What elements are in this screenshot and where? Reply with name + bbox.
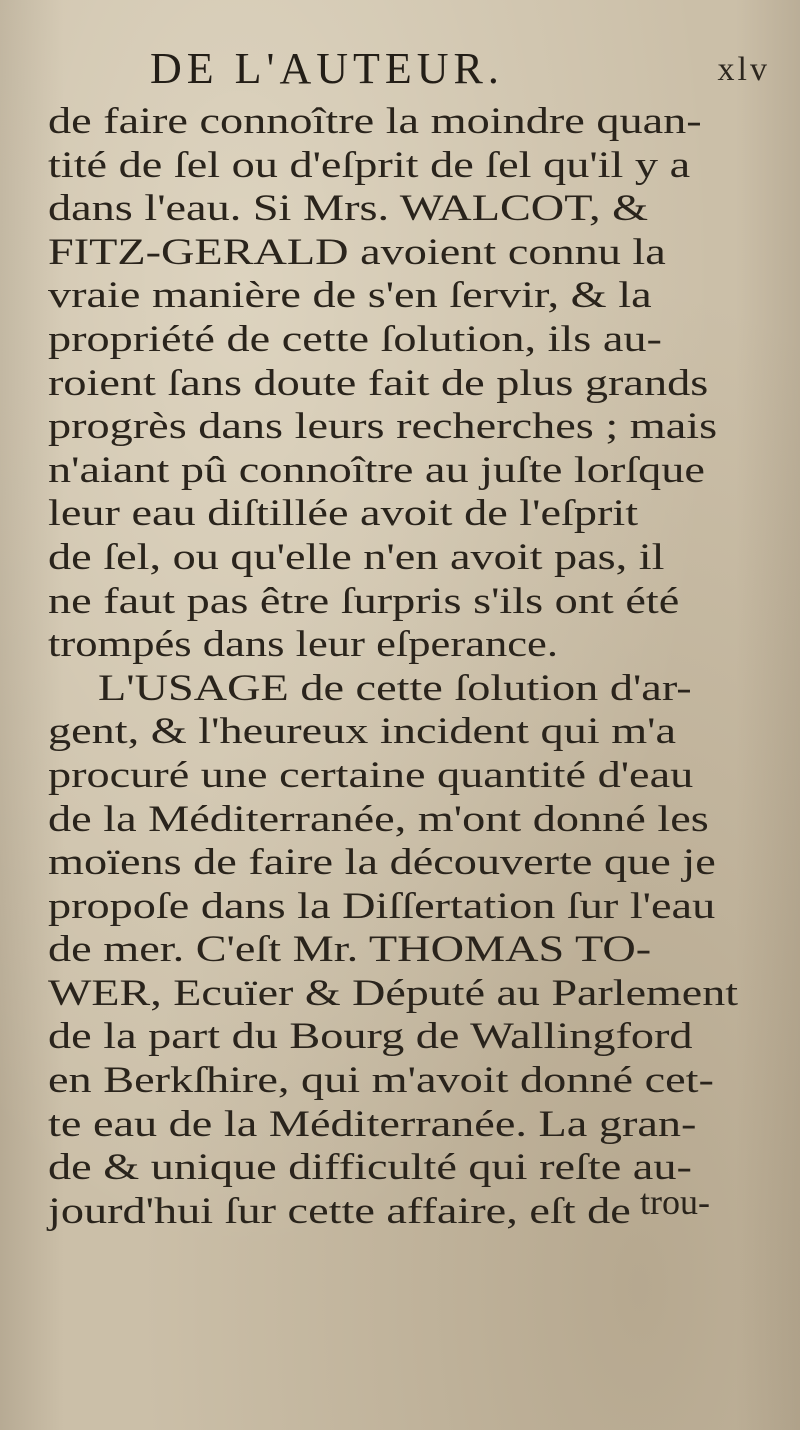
text-line bbox=[20, 1059, 780, 1103]
page-number: xlv bbox=[717, 51, 770, 88]
text-line-content: trompés dans leur eſperance. bbox=[48, 624, 558, 666]
text-line bbox=[20, 318, 780, 362]
text-line bbox=[20, 100, 780, 144]
text-line bbox=[20, 144, 780, 188]
text-line-content: propriété de cette ſolution, ils au- bbox=[48, 318, 662, 360]
text-line-content: de mer. C'eſt Mr. THOMAS TO- bbox=[48, 929, 652, 971]
text-line-content: vraie manière de s'en ſervir, & la bbox=[48, 275, 652, 317]
text-line-content: roient ſans doute fait de plus grands bbox=[48, 362, 709, 404]
text-line bbox=[20, 492, 780, 536]
text-line-content: de ſel, ou qu'elle n'en avoit pas, il bbox=[48, 536, 665, 578]
text-line bbox=[20, 187, 780, 231]
catchword: trou- bbox=[640, 1182, 710, 1222]
body-text bbox=[20, 100, 780, 1233]
text-line-content: WER, Ecuïer & Député au Parlement bbox=[48, 972, 739, 1014]
text-line-content: n'aiant pû connoître au juſte lorſque bbox=[48, 449, 705, 491]
text-line-content: en Berkſhire, qui m'avoit donné cet- bbox=[48, 1060, 714, 1102]
text-line bbox=[20, 449, 780, 493]
text-line bbox=[20, 231, 780, 275]
text-line-content: progrès dans leurs recherches ; mais bbox=[48, 406, 718, 448]
running-title: DE L'AUTEUR. bbox=[150, 44, 504, 93]
text-line bbox=[20, 405, 780, 449]
text-line bbox=[20, 1103, 780, 1147]
text-line bbox=[20, 580, 780, 624]
text-line bbox=[20, 536, 780, 580]
text-line-content: L'USAGE de cette ſolution d'ar- bbox=[98, 667, 692, 709]
text-line bbox=[20, 928, 780, 972]
text-line-content: de faire connoître la moindre quan- bbox=[48, 101, 702, 142]
text-line-content: de la part du Bourg de Wallingford bbox=[48, 1016, 693, 1058]
text-line-content: dans l'eau. Si Mrs. WALCOT, & bbox=[48, 188, 649, 230]
text-line-content: FITZ-GERALD avoient connu la bbox=[48, 231, 666, 273]
text-line bbox=[20, 754, 780, 798]
text-line-content: tité de ſel ou d'eſprit de ſel qu'il y a bbox=[48, 144, 691, 186]
text-line-content: jourd'hui ſur cette affaire, eſt de bbox=[48, 1190, 631, 1232]
text-line-content: de la Méditerranée, m'ont donné les bbox=[48, 798, 709, 840]
text-line bbox=[20, 972, 780, 1016]
text-line-content: propoſe dans la Diſſertation ſur l'eau bbox=[48, 885, 716, 927]
text-line-content: moïens de faire la découverte que je bbox=[48, 842, 716, 884]
text-line-content: gent, & l'heureux incident qui m'a bbox=[48, 711, 677, 753]
text-line bbox=[20, 667, 780, 711]
text-line bbox=[20, 885, 780, 929]
text-line-content: te eau de la Méditerranée. La gran- bbox=[48, 1103, 697, 1145]
text-line-content: leur eau diſtillée avoit de l'eſprit bbox=[48, 493, 639, 535]
text-line-content: ne faut pas être ſurpris s'ils ont été bbox=[48, 580, 680, 622]
text-line bbox=[20, 841, 780, 885]
text-line bbox=[20, 274, 780, 318]
text-line bbox=[20, 362, 780, 406]
text-line bbox=[20, 710, 780, 754]
running-head bbox=[150, 44, 790, 94]
text-line bbox=[20, 1015, 780, 1059]
text-line bbox=[20, 798, 780, 842]
text-line-content: de & unique difficulté qui reſte au- bbox=[48, 1147, 692, 1189]
text-line bbox=[20, 623, 780, 667]
text-line-content: procuré une certaine quantité d'eau bbox=[48, 754, 694, 796]
